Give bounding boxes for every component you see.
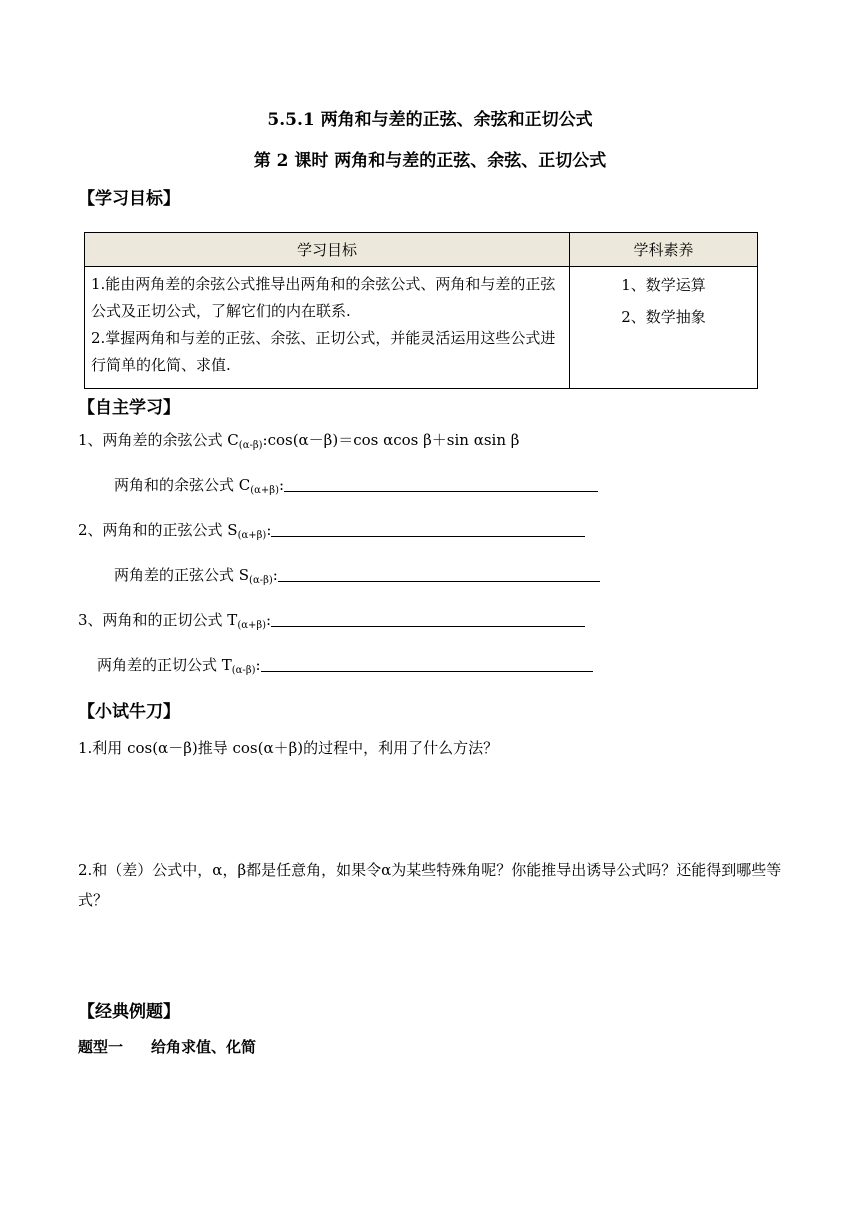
document-title: 5.5.1 两角和与差的正弦、余弦和正切公式	[267, 110, 593, 130]
section-heading-goals: 【学习目标】	[78, 189, 180, 209]
answer-blank[interactable]	[271, 612, 585, 627]
answer-blank[interactable]	[261, 657, 593, 672]
answer-blank[interactable]	[271, 522, 585, 537]
literacy-item: 1、数学运算	[621, 276, 706, 294]
example-type-heading	[78, 1036, 256, 1057]
formula-line-cos-sum: 两角和的余弦公式 $C_{(\alpha+\beta)}$:	[114, 474, 598, 496]
question-2: 2.和（差）公式中，α，β都是任意角，如果令α为某些特殊角呢？你能推导出诱导公式吗？还能得到哪些等式？	[78, 861, 782, 909]
formula-line-sin-diff: 两角差的正弦公式 $S_{(\alpha-\beta)}$:	[114, 564, 600, 586]
objectives-cell	[85, 267, 570, 389]
goals-table	[84, 232, 758, 389]
formula-line-sin-sum: 2、两角和的正弦公式 $S_{(\alpha+\beta)}$:	[78, 519, 585, 541]
literacy-cell	[570, 267, 758, 389]
formula-line-tan-diff: 两角差的正切公式 $T_{(\alpha-\beta)}$:	[97, 654, 593, 676]
section-heading-examples: 【经典例题】	[78, 1002, 180, 1022]
example-type-name: 给角求值、化简	[151, 1038, 257, 1056]
section-heading-self-study: 【自主学习】	[78, 398, 180, 418]
objective-item: 1.能由两角差的余弦公式推导出两角和的余弦公式、两角和与差的正弦公式及正切公式，了解它们的内在联系.	[91, 275, 556, 320]
objective-item: 2.掌握两角和与差的正弦、余弦、正切公式，并能灵活运用这些公式进行简单的化简、求值.	[91, 329, 556, 374]
example-type-label: 题型一	[78, 1038, 124, 1056]
answer-blank[interactable]	[284, 477, 598, 492]
section-heading-try: 【小试牛刀】	[78, 702, 180, 722]
goals-table-header-literacy: 学科素养	[570, 233, 758, 267]
formula-line-tan-sum: 3、两角和的正切公式 $T_{(\alpha+\beta)}$:	[78, 609, 585, 631]
goals-table-header-objectives: 学习目标	[85, 233, 570, 267]
formula-line-cos-diff: 1、两角差的余弦公式 $C_{(\alpha-\beta)}:\cos(\alpha-\beta)=\cos$ αcos β＋sin αsin β	[78, 431, 520, 451]
answer-blank[interactable]	[278, 567, 600, 582]
literacy-item: 2、数学抽象	[621, 308, 706, 326]
document-subtitle: 第 2 课时 两角和与差的正弦、余弦、正切公式	[253, 151, 607, 171]
question-1: 1.利用 cos(α－β)推导 cos(α＋β)的过程中，利用了什么方法？	[78, 739, 499, 757]
